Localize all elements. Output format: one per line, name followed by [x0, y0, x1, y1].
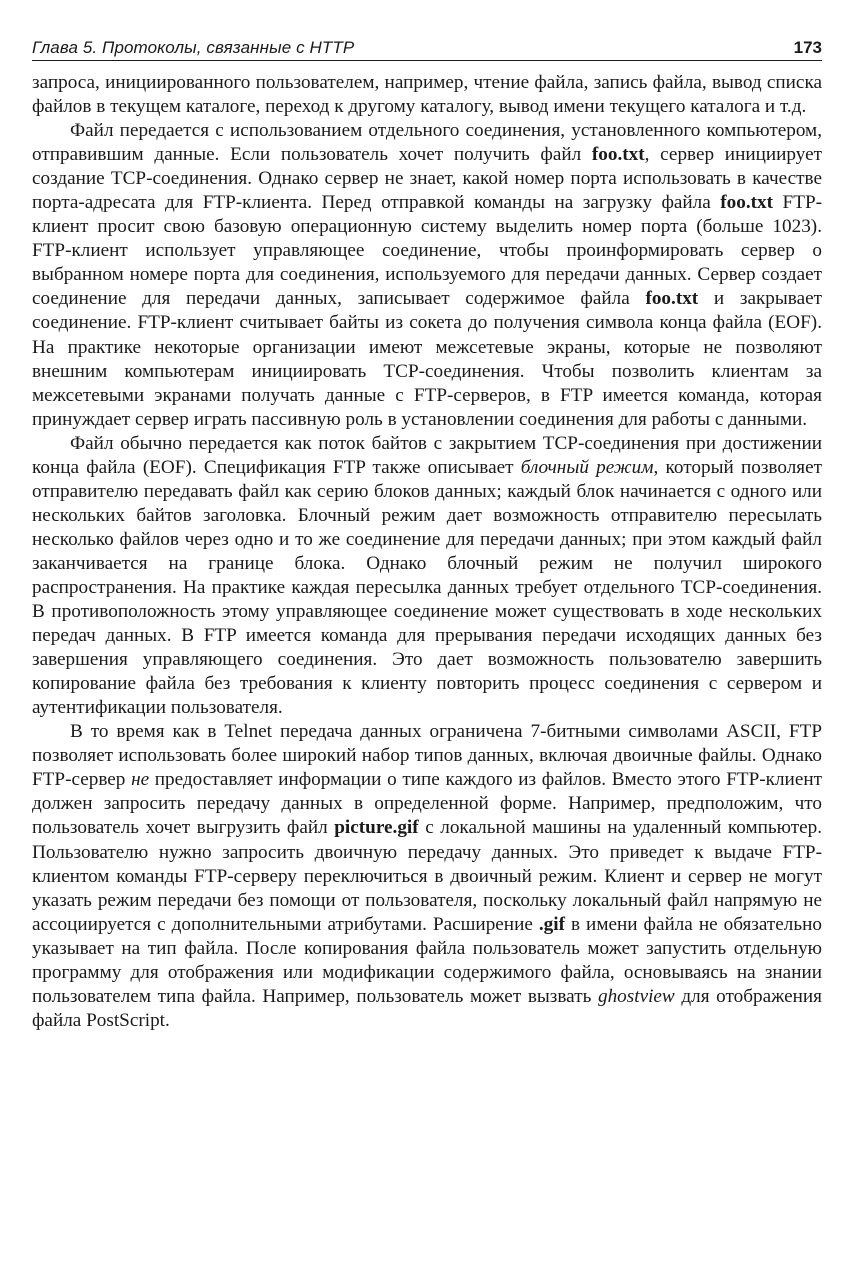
text-run: Файл обычно передается как поток байтов с закрытием TCP-соединения при достижении конца файла (EOF). Спецификация FTP также описывает	[32, 432, 822, 478]
text-run: запроса, инициированного пользователем, например, чтение файла, запись файла, вывод списка файлов в текущем каталоге, переход к другому каталогу, вывод имени текущего каталога и т.д.	[32, 72, 822, 118]
filename-bold: foo.txt	[645, 288, 699, 310]
paragraph	[32, 432, 822, 721]
text-run: с локальной машины на удаленный компьютер. Пользователю нужно запросить двоичную передачу данных. Это приведет к выдаче FTP-клиентом команды FTP-серверу переключиться в двоичный режим. Клиент и сервер не могут указать режим передачи без помощи от пользователя, поскольку локальный файл напрямую не ассоциируется с дополнительными атрибутами. Расширение	[32, 817, 823, 935]
extension-bold: .gif	[538, 913, 565, 935]
filename-bold: picture.gif	[334, 817, 419, 839]
text-run: FTP-клиент просит свою базовую операционную систему выделить номер порта (больше 1023). FTP-клиент использует управляющее соединение, чтобы проинформировать сервер о выбранном номере порта для соединения, используемого для передачи данных. Сервер создает соединение для передачи данных, записывает содержимое файла	[32, 192, 823, 310]
text-run: предоставляет информации о типе каждого из файлов. Вместо этого FTP-клиент должен запросить передачу данных в определенной форме. Например, предположим, что пользователь хочет выгрузить файл	[32, 769, 822, 839]
page-number: 173	[793, 38, 822, 57]
filename-bold: foo.txt	[591, 144, 645, 166]
text-run: Файл передается с использованием отдельного соединения, установленного компьютером, отправившим данные. Если пользователь хочет получить файл	[32, 120, 822, 166]
paragraph	[32, 119, 822, 432]
document-page	[32, 38, 822, 1033]
emphasis-italic: не	[131, 769, 150, 791]
text-run: для отображения файла PostScript.	[32, 985, 822, 1031]
text-run: в имени файла не обязательно указывает на тип файла. После копирования файла пользователь может запустить отдельную программу для отображения или модификации содержимого файла, основываясь на знании пользователем типа файла. Например, пользователь может вызвать	[32, 913, 822, 1007]
body-text	[32, 71, 822, 1033]
text-run: и закрывает соединение. FTP-клиент считывает байты из сокета до получения символа конца файла (EOF). На практике некоторые организации имеют межсетевые экраны, которые не позволяют внешним компьютерам инициировать TCP-соединения. Чтобы позволить клиентам за межсетевыми экранами получать данные с FTP-серверов, в FTP имеется команда, которая принуждает сервер играть пассивную роль в установлении соединения для работы с данными.	[32, 288, 822, 430]
filename-bold: foo.txt	[720, 192, 774, 214]
running-header	[32, 38, 822, 61]
text-run: , который позволяет отправителю передавать файл как серию блоков данных; каждый блок начинается с одного или нескольких байтов заголовка. Блочный режим дает возможность отправителю пересылать несколько файлов через одно и то же соединение для передачи данных; при этом каждый файл заканчивается на границе блока. Однако блочный режим не получил широкого распространения. На практике каждая пересылка данных требует отдельного TCP-соединения. В противоположность этому управляющее соединение может существовать в ходе нескольких передач данных. В FTP имеется команда для прерывания передачи исходящих данных без завершения управляющего соединения. Это дает возможность пользователю завершить копирование файла без требования к клиенту повторить процесс соединения с сервером и аутентификации пользователя.	[32, 456, 822, 719]
text-run: , сервер инициирует создание TCP-соединения. Однако сервер не знает, какой номер порта использовать в качестве порта-адресата для FTP-клиента. Перед отправкой команды на загрузку файла	[32, 144, 822, 214]
text-run: В то время как в Telnet передача данных ограничена 7-битными символами ASCII, FTP позволяет использовать более широкий набор типов данных, включая двоичные файлы. Однако FTP-сервер	[32, 721, 822, 791]
program-name-italic: ghostview	[597, 985, 675, 1007]
paragraph	[32, 71, 822, 119]
chapter-title: Глава 5. Протоколы, связанные с HTTP	[32, 38, 355, 57]
term-italic: блочный режим	[520, 456, 654, 478]
paragraph	[32, 720, 822, 1033]
